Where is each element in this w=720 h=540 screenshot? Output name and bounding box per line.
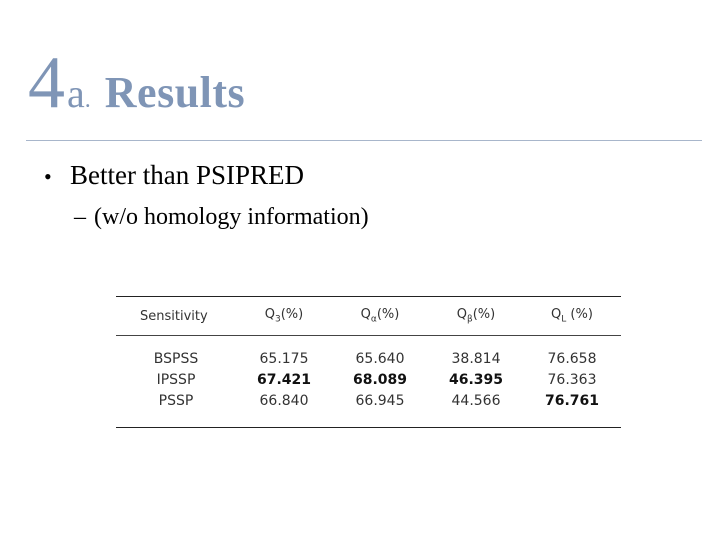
- sub-bullet-marker: –: [74, 204, 86, 230]
- results-table: [116, 296, 621, 428]
- header-cell: Sensitivity: [140, 308, 208, 324]
- title-dot: .: [84, 87, 91, 113]
- table-cell: 67.421: [256, 371, 312, 388]
- bullet-text: Better than PSIPRED: [70, 160, 304, 190]
- table-cell: 66.840: [259, 392, 309, 409]
- sub-bullet-item: [74, 204, 369, 231]
- table-row: [116, 369, 621, 390]
- table-cell: 65.175: [259, 350, 309, 367]
- title-letter: a: [67, 71, 85, 116]
- bullet-marker: •: [44, 164, 52, 189]
- slide-title: [28, 42, 246, 124]
- table-header-row: [116, 297, 621, 335]
- table-row: [116, 390, 621, 411]
- table-row: [116, 348, 621, 369]
- bullet-item: [44, 160, 304, 191]
- title-divider: [26, 140, 702, 141]
- header-cell: $Q_L$ (%): [551, 307, 593, 325]
- title-word: Results: [104, 68, 246, 117]
- table-cell: 68.089: [352, 371, 408, 388]
- header-cell: $Q_\beta(\%)$: [456, 307, 496, 325]
- table-cell: 44.566: [451, 392, 501, 409]
- sub-bullet-text: (w/o homology information): [94, 204, 369, 230]
- table-cell: PSSP: [158, 392, 194, 409]
- table-cell: IPSSP: [156, 371, 196, 388]
- table-cell: 76.363: [547, 371, 597, 388]
- table-cell: 38.814: [451, 350, 501, 367]
- table-cell: 65.640: [355, 350, 405, 367]
- table-cell: 76.658: [547, 350, 597, 367]
- header-cell: $Q_\alpha(\%)$: [360, 307, 400, 325]
- table-body: [116, 336, 621, 427]
- header-cell: $Q_3(\%)$: [264, 307, 304, 325]
- table-cell: 46.395: [448, 371, 504, 388]
- table-cell: 76.761: [544, 392, 600, 409]
- table-cell: 66.945: [355, 392, 405, 409]
- title-number: 4: [28, 42, 65, 124]
- table-bottom-rule: [116, 427, 621, 428]
- table-cell: BSPSS: [153, 350, 199, 367]
